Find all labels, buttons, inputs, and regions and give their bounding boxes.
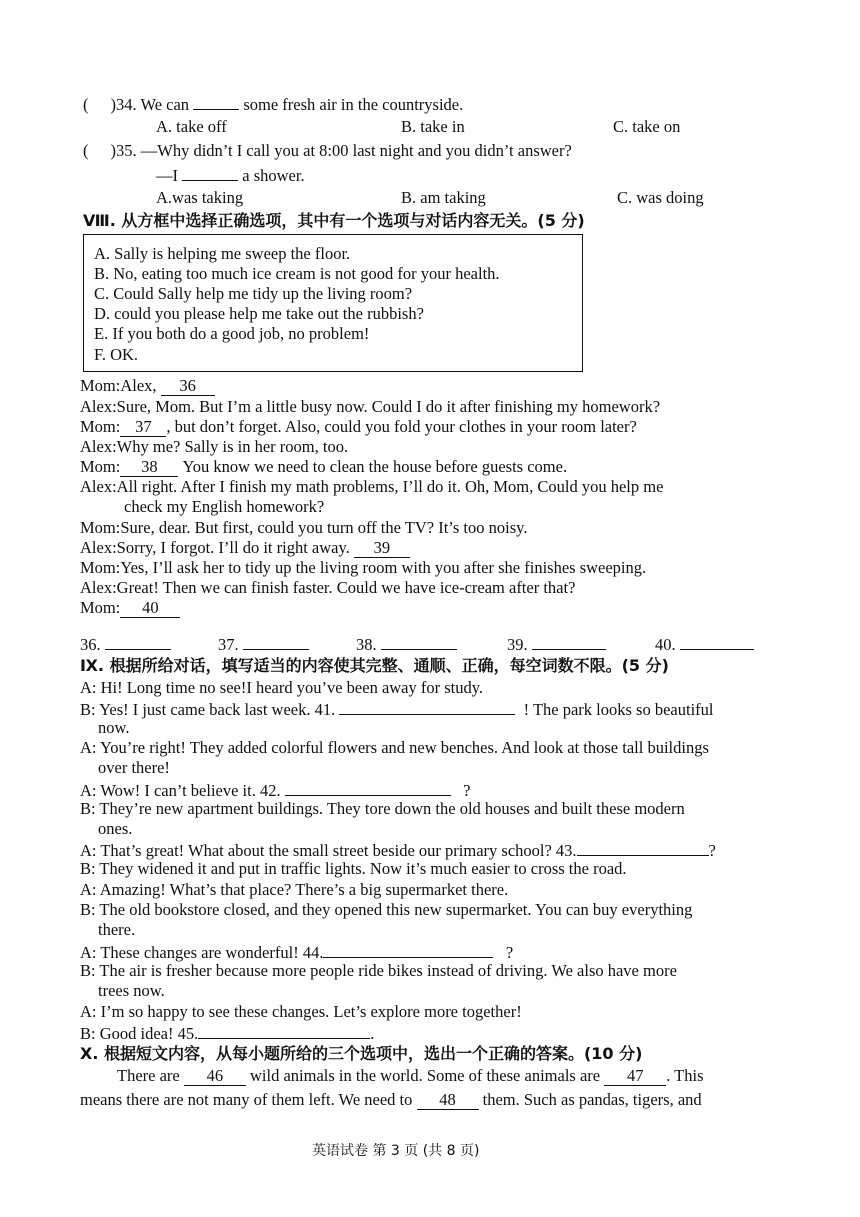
dialogue-line: now.	[98, 718, 130, 737]
q34-stem-after: some fresh air in the countryside.	[243, 95, 464, 114]
answer-blank-44[interactable]	[323, 941, 493, 958]
line-text: Yes, I’ll ask her to tidy up the living room with you after she finishes sweeping.	[120, 558, 647, 577]
dialogue-line	[80, 376, 215, 396]
answer-blank[interactable]	[381, 633, 457, 650]
dialogue-line	[80, 437, 348, 457]
answer-row-item	[507, 633, 606, 655]
q34-option-b: B. take in	[401, 117, 465, 136]
answer-blank-39[interactable]: 39	[354, 539, 410, 558]
dialogue-line: trees now.	[98, 981, 165, 1000]
line-text: A: Wow! I can’t believe it. 42.	[80, 781, 281, 800]
line-text: ?	[505, 943, 514, 962]
question-34	[83, 93, 463, 115]
dialogue-line	[80, 518, 527, 538]
answer-blank-38[interactable]: 38	[120, 458, 178, 477]
speaker: Alex:	[80, 437, 117, 456]
answer-blank[interactable]	[243, 633, 309, 650]
answer-label: 36.	[80, 635, 101, 654]
speaker: Alex:	[80, 397, 117, 416]
line-text: Sorry, I forgot. I’ll do it right away.	[116, 538, 350, 557]
speaker: Alex:	[80, 578, 117, 597]
answer-label: 39.	[507, 635, 528, 654]
q35-line2	[156, 164, 305, 186]
box-option-f: F. OK.	[94, 345, 139, 364]
dialogue-line	[80, 477, 663, 497]
line-text: A: These changes are wonderful! 44.	[80, 943, 324, 962]
dialogue-line	[80, 397, 660, 417]
box-option-d: D. could you please help me take out the rubbish?	[94, 304, 424, 323]
page-footer: 英语试卷 第 3 页 (共 8 页)	[312, 1143, 480, 1159]
answer-label: 40.	[655, 635, 676, 654]
answer-blank[interactable]	[532, 633, 606, 650]
answer-blank-42[interactable]	[285, 779, 451, 796]
passage-text: means there are not many of them left. We need to	[80, 1090, 413, 1109]
answer-blank-47[interactable]: 47	[604, 1067, 666, 1086]
speaker: Mom:	[80, 457, 121, 476]
answer-blank-36[interactable]: 36	[161, 377, 215, 396]
dialogue-line	[80, 779, 470, 801]
dialogue-line: ones.	[98, 819, 133, 838]
paren-close: )	[110, 141, 116, 160]
dialogue-line: A: I’m so happy to see these changes. Let’s explore more together!	[80, 1002, 522, 1021]
dialogue-line	[80, 839, 716, 861]
answer-blank-46[interactable]: 46	[184, 1067, 246, 1086]
line-text: .	[370, 1024, 375, 1043]
dialogue-line: over there!	[98, 758, 170, 777]
box-option-c: C. Could Sally help me tidy up the living room?	[94, 284, 413, 303]
passage-text: . This	[666, 1066, 704, 1085]
line-text: Why me? Sally is in her room, too.	[116, 437, 349, 456]
paren-open: (	[83, 95, 89, 114]
dialogue-line	[80, 598, 180, 618]
answer-blank[interactable]	[680, 633, 754, 650]
section-10-heading: Ⅹ. 根据短文内容，从每小题所给的三个选项中，选出一个正确的答案。(10 分)	[80, 1044, 643, 1063]
dialogue-line	[80, 698, 714, 720]
paren-close: )	[110, 95, 116, 114]
q34-option-c: C. take on	[613, 117, 681, 136]
q35-line2-before: —I	[156, 166, 178, 185]
line-text: B: Good idea! 45.	[80, 1024, 199, 1043]
answer-blank-45[interactable]	[198, 1022, 370, 1039]
passage-text: There are	[117, 1066, 180, 1085]
dialogue-line: B: They’re new apartment buildings. They tore down the old houses and built these modern	[80, 799, 685, 818]
q35-option-a: A.was taking	[156, 188, 244, 207]
q35-line1: 35. —Why didn’t I call you at 8:00 last night and you didn’t answer?	[116, 141, 572, 160]
speaker: Mom:	[80, 417, 121, 436]
section-9-heading: Ⅸ. 根据所给对话，填写适当的内容使其完整、通顺、正确，每空词数不限。(5 分)	[80, 656, 669, 675]
answer-blank[interactable]	[193, 93, 239, 110]
answer-blank-48[interactable]: 48	[417, 1091, 479, 1110]
dialogue-line	[80, 457, 567, 477]
line-text: All right. After I finish my math problems, I’ll do it. Oh, Mom, Could you help me	[116, 477, 664, 496]
answer-blank-37[interactable]: 37	[120, 418, 166, 437]
dialogue-line	[80, 417, 637, 437]
dialogue-line	[80, 941, 513, 963]
line-text: Sure, Mom. But I’m a little busy now. Could I do it after finishing my homework?	[116, 397, 661, 416]
q35-line2-after: a shower.	[242, 166, 305, 185]
answer-blank-40[interactable]: 40	[120, 599, 180, 618]
line-text: Alex,	[120, 376, 157, 395]
q34-stem-before: 34. We can	[116, 95, 190, 114]
answer-blank[interactable]	[105, 633, 171, 650]
answer-blank-43[interactable]	[577, 839, 709, 856]
passage-line	[80, 1090, 702, 1110]
speaker: Mom:	[80, 518, 121, 537]
options-box	[83, 234, 583, 372]
line-text: ?	[463, 781, 471, 800]
paren-open: (	[83, 141, 89, 160]
speaker: Alex:	[80, 477, 117, 496]
box-option-e: E. If you both do a good job, no problem!	[94, 324, 370, 343]
question-35	[83, 141, 572, 161]
answer-label: 37.	[218, 635, 239, 654]
line-text: Sure, dear. But first, could you turn off the TV? It’s too noisy.	[120, 518, 528, 537]
dialogue-line: B: They widened it and put in traffic lights. Now it’s much easier to cross the road.	[80, 859, 627, 878]
answer-blank-41[interactable]	[339, 698, 515, 715]
line-text: B: Yes! I just came back last week. 41.	[80, 700, 336, 719]
answer-blank[interactable]	[182, 164, 238, 181]
speaker: Mom:	[80, 598, 121, 617]
line-text: , but don’t forget. Also, could you fold your clothes in your room later?	[166, 417, 637, 436]
dialogue-line: check my English homework?	[124, 497, 325, 516]
dialogue-line	[80, 1022, 374, 1044]
answer-row-item	[356, 633, 457, 655]
q34-option-a: A. take off	[156, 117, 227, 136]
dialogue-line: B: The air is fresher because more people ride bikes instead of driving. We also have more	[80, 961, 677, 980]
box-option-b: B. No, eating too much ice cream is not good for your health.	[94, 264, 500, 283]
passage-text: wild animals in the world. Some of these animals are	[250, 1066, 601, 1085]
q35-option-c: C. was doing	[617, 188, 704, 207]
line-text: You know we need to clean the house before guests come.	[182, 457, 568, 476]
line-text: Great! Then we can finish faster. Could we have ice-cream after that?	[116, 578, 576, 597]
speaker: Mom:	[80, 376, 121, 395]
speaker: Mom:	[80, 558, 121, 577]
dialogue-line: A: Hi! Long time no see!I heard you’ve been away for study.	[80, 678, 484, 697]
dialogue-line: A: Amazing! What’s that place? There’s a big supermarket there.	[80, 880, 509, 899]
passage-line	[117, 1066, 704, 1086]
q35-option-b: B. am taking	[401, 188, 486, 207]
dialogue-line	[80, 578, 575, 598]
line-text: ! The park looks so beautiful	[523, 700, 714, 719]
answer-label: 38.	[356, 635, 377, 654]
dialogue-line: A: You’re right! They added colorful flowers and new benches. And look at those tall buildings	[80, 738, 709, 757]
dialogue-line: B: The old bookstore closed, and they opened this new supermarket. You can buy everything	[80, 900, 693, 919]
dialogue-line	[80, 558, 646, 578]
line-text: A: That’s great! What about the small street beside our primary school? 43.	[80, 841, 577, 860]
dialogue-line	[80, 538, 410, 558]
section-8-heading: Ⅷ. 从方框中选择正确选项，其中有一个选项与对话内容无关。(5 分)	[83, 211, 585, 230]
answer-row-item	[80, 633, 171, 655]
speaker: Alex:	[80, 538, 117, 557]
answer-row-item	[218, 633, 309, 655]
line-text: ?	[708, 841, 716, 860]
passage-text: them. Such as pandas, tigers, and	[482, 1090, 702, 1109]
box-option-a: A. Sally is helping me sweep the floor.	[94, 244, 351, 263]
dialogue-line: there.	[98, 920, 136, 939]
answer-row-item	[655, 633, 754, 655]
